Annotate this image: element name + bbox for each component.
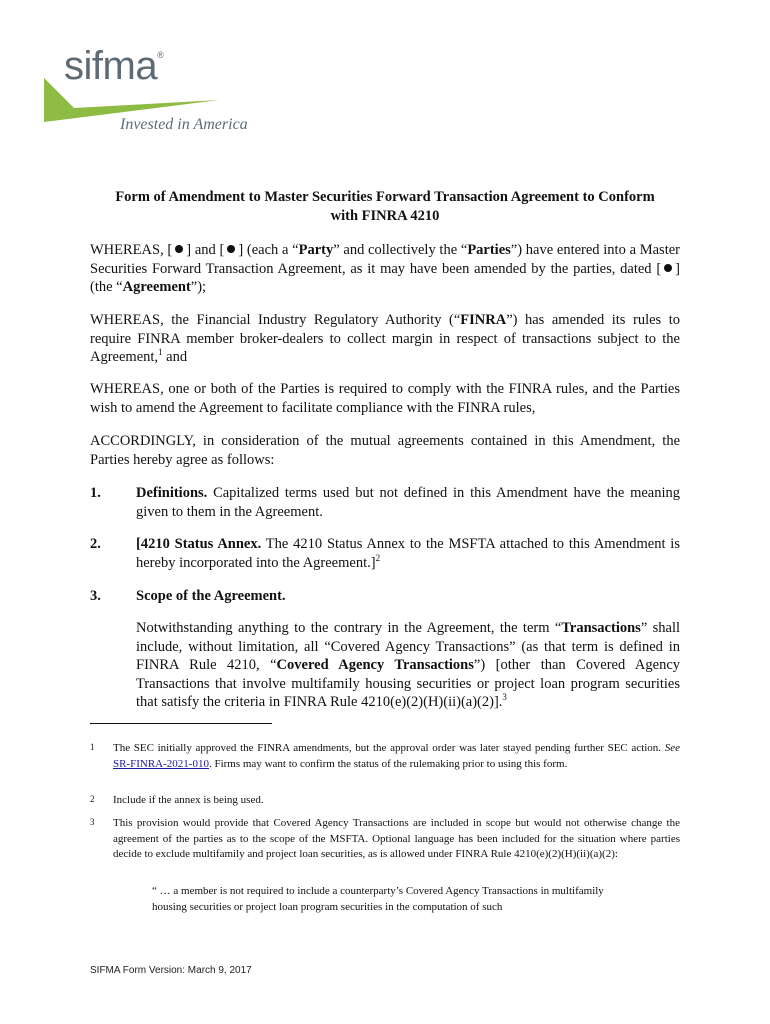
- logo-wordmark: sifma®: [64, 44, 164, 88]
- logo-tagline: Invested in America: [120, 116, 248, 133]
- section-status-annex: [4210 Status Annex. The 4210 Status Annex to the MSFTA attached to this Amendment is hereby incorporated into the Agreement.]$^2$: [136, 536, 680, 571]
- section-number-2: 2.: [90, 536, 101, 552]
- footnote-ref-1[interactable]: 1: [158, 347, 163, 358]
- section-number-1: 1.: [90, 485, 101, 501]
- scope-paragraph: Notwithstanding anything to the contrary in the Agreement, the term “Transactions” shall include, without limitation, all “Covered Agency Transactions” (as that term is defined in FINRA Rule 4210, “Covered Agency Transactions”) [other than Covered Agency Transactions that involve multifamily housing securities or project loan program securities that satisfy the criteria in FINRA Rule 4210(e)(2)(H)(ii)(a)(2)].$^3$: [136, 620, 681, 710]
- footnote-number-2: 2: [90, 794, 95, 804]
- form-version-footer: SIFMA Form Version: March 9, 2017: [90, 965, 252, 976]
- whereas-parties-paragraph: WHEREAS, [ ] and [ ] (each a “Party” and collectively the “Parties”) have entered into a Master Securities Forward Transaction Agreement, as it may have been amended by the parties, dated [ ] (the “Agreement”);: [90, 242, 680, 295]
- sr-finra-link[interactable]: SR-FINRA-2021-010: [113, 757, 209, 770]
- footnote-number-3: 3: [90, 817, 95, 827]
- whereas-finra-paragraph: WHEREAS, the Financial Industry Regulatory Authority (“FINRA”) has amended its rules to require FINRA member broker-dealers to collect margin in respect of transactions subject to the Agreement,$^1$ and: [90, 312, 681, 365]
- blank-placeholder-icon: [175, 245, 183, 253]
- whereas-compliance-paragraph: WHEREAS, one or both of the Parties is required to comply with the FINRA rules, and the Parties wish to amend the Agreement to facilitate compliance with the FINRA rules,: [90, 381, 680, 416]
- section-scope-heading: Scope of the Agreement.: [136, 588, 286, 604]
- blank-placeholder-icon: [227, 245, 235, 253]
- footnote-1: The SEC initially approved the FINRA amendments, but the approval order was later stayed pending further SEC action. See SR-FINRA-2021-010. Firms may want to confirm the status of the rulemaking prior to using this form.: [113, 742, 680, 770]
- blank-placeholder-icon: [664, 264, 672, 272]
- sifma-logo: [44, 44, 254, 144]
- footnote-3-quote: “ … a member is not required to include a counterparty’s Covered Agency Transactions in multifamily housing securities or project loan program securities in the computation of such: [152, 885, 604, 913]
- section-number-3: 3.: [90, 588, 101, 604]
- footnote-ref-3[interactable]: 3: [502, 692, 507, 703]
- footnote-ref-2[interactable]: 2: [375, 552, 381, 563]
- document-title: Form of Amendment to Master Securities Forward Transaction Agreement to Conform with FINRA 4210: [115, 189, 655, 224]
- footnote-2: Include if the annex is being used.: [113, 794, 264, 806]
- accordingly-paragraph: ACCORDINGLY, in consideration of the mutual agreements contained in this Amendment, the Parties hereby agree as follows:: [90, 433, 680, 468]
- footnote-3: This provision would provide that Covered Agency Transactions are included in scope but would not otherwise change the agreement of the parties as to the scope of the MSFTA. Optional language has been included for the situation where parties decide to exclude multifamily and project loan securities, as is allowed under FINRA Rule 4210(e)(2)(H)(ii)(a)(2):: [113, 817, 680, 860]
- footnote-divider: [90, 723, 272, 724]
- footnote-number-1: 1: [90, 742, 95, 752]
- section-definitions: Definitions. Capitalized terms used but not defined in this Amendment have the meaning given to them in the Agreement.: [136, 485, 680, 520]
